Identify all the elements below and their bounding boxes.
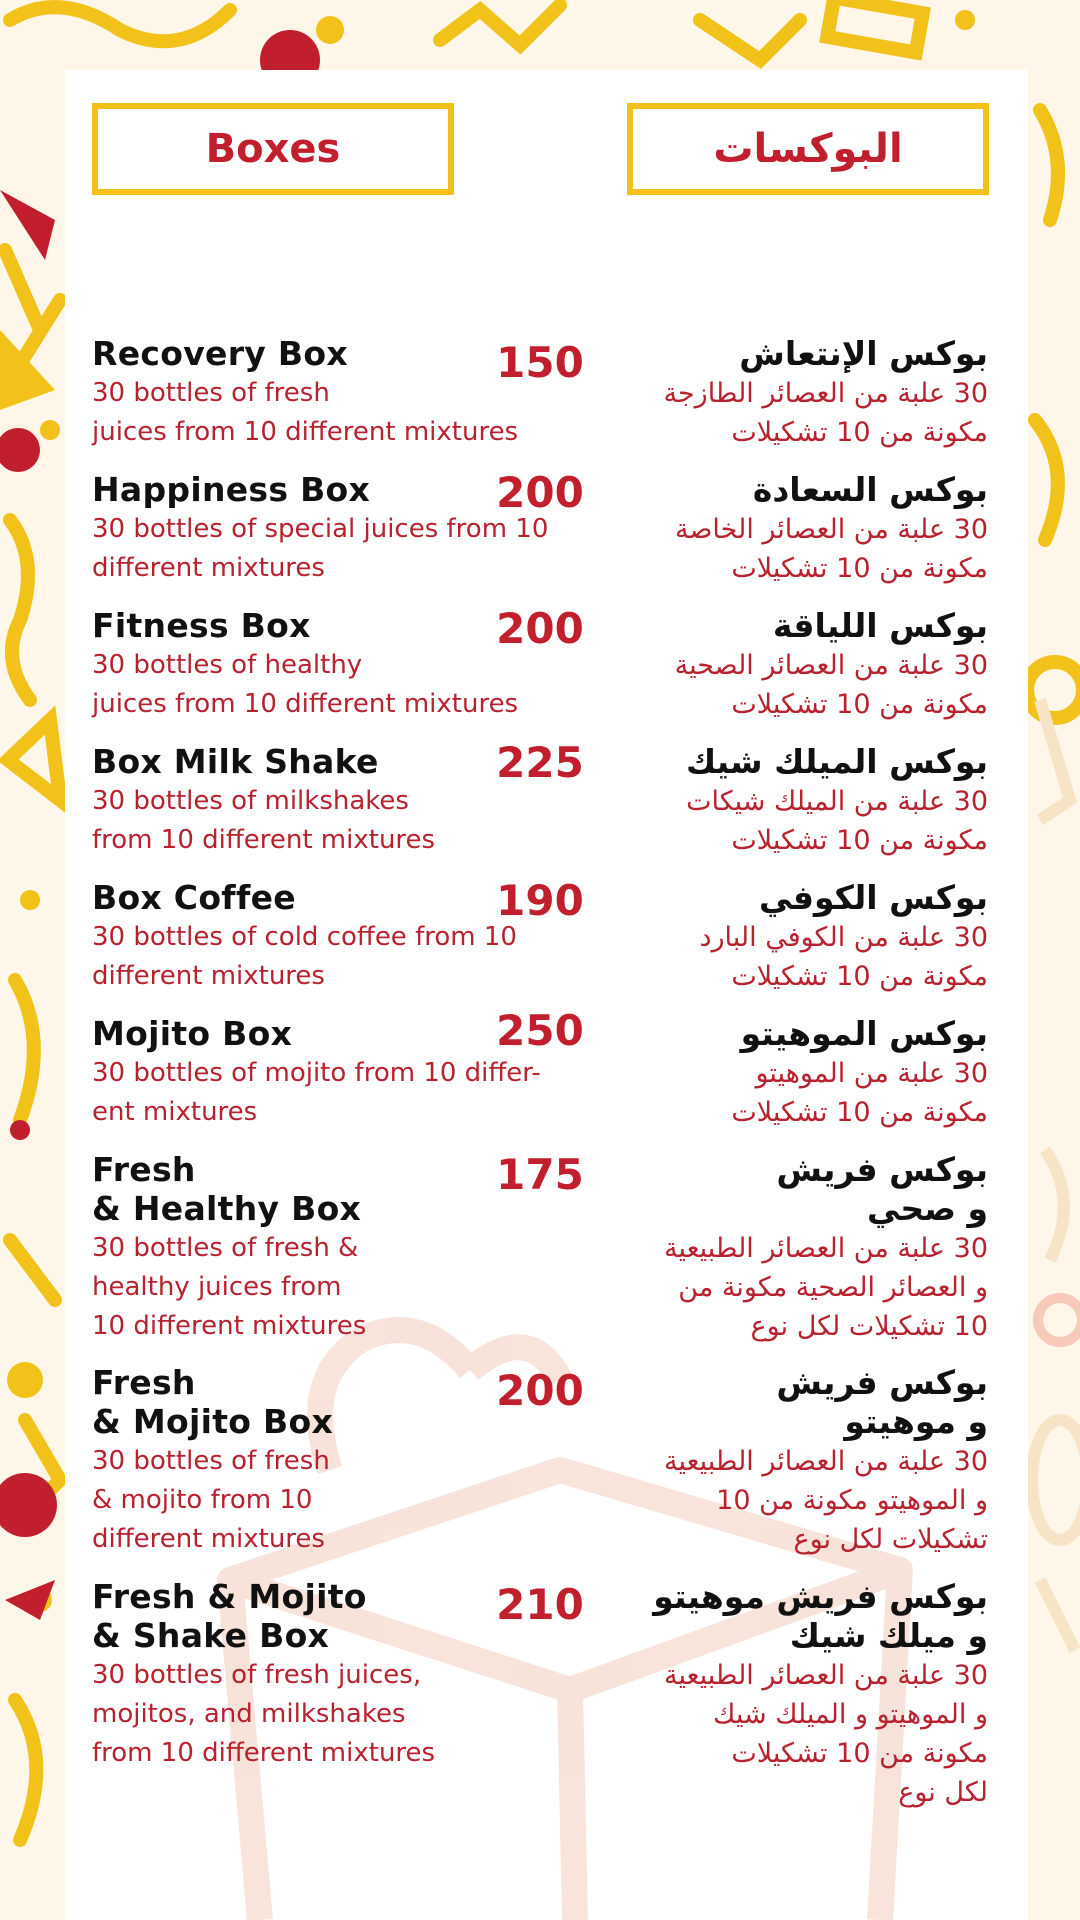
item-price: 200: [496, 604, 584, 653]
item-name-en: Mojito Box: [92, 1014, 293, 1053]
item-name-en: Fitness Box: [92, 606, 311, 645]
section-title-en: [92, 103, 454, 195]
item-desc-ar: 30 علبة من الموهيتو مكونة من 10 تشكيلات: [731, 1058, 988, 1128]
item-price: 200: [496, 1366, 584, 1415]
item-name-ar: بوكس السعادة: [752, 470, 988, 509]
item-desc-ar: 30 علبة من العصائر الصحية مكونة من 10 تشكيلات: [674, 650, 988, 720]
item-name-en: Box Milk Shake: [92, 742, 379, 781]
item-desc-en: 30 bottles of special juices from 10 different mixtures: [92, 514, 549, 583]
item-name-ar: بوكس فريش و موهيتو: [776, 1363, 988, 1441]
item-ar: [568, 742, 988, 860]
item-ar: [568, 1577, 988, 1812]
item-desc-en: 30 bottles of cold coffee from 10 different mixtures: [92, 922, 517, 991]
item-price: 225: [496, 738, 584, 787]
item-ar: [568, 1150, 988, 1346]
item-name-ar: بوكس الموهيتو: [740, 1014, 988, 1053]
item-desc-ar: 30 علبة من العصائر الطبيعية و العصائر الصحية مكونة من 10 تشكيلات لكل نوع: [663, 1233, 988, 1342]
item-price: 200: [496, 468, 584, 517]
item-name-ar: بوكس الكوفي: [759, 878, 988, 917]
item-ar: [568, 606, 988, 724]
item-desc-en: 30 bottles of fresh juices from 10 different mixtures: [92, 378, 519, 447]
item-name-ar: بوكس الميلك شيك: [685, 742, 988, 781]
item-desc-ar: 30 علبة من العصائر الطبيعية و الموهيتو و الميلك شيك مكونة من 10 تشكيلات لكل نوع: [663, 1660, 988, 1808]
item-name-ar: بوكس فريش موهيتو و ميلك شيك: [653, 1577, 988, 1655]
section-title-ar: [627, 103, 989, 195]
item-ar: [568, 1014, 988, 1132]
item-price: 150: [496, 338, 584, 387]
item-desc-ar: 30 علبة من الميلك شيكات مكونة من 10 تشكيلات: [686, 786, 988, 856]
item-desc-en: 30 bottles of mojito from 10 differ- ent mixtures: [92, 1058, 541, 1127]
item-name-en: Recovery Box: [92, 334, 348, 373]
item-desc-en: 30 bottles of healthy juices from 10 different mixtures: [92, 650, 519, 719]
item-ar: [568, 1363, 988, 1559]
item-price: 175: [496, 1150, 584, 1199]
item-name-ar: بوكس الإنتعاش: [739, 334, 988, 373]
item-desc-ar: 30 علبة من العصائر الطازجة مكونة من 10 تشكيلات: [663, 378, 988, 448]
item-desc-ar: 30 علبة من الكوفي البارد مكونة من 10 تشكيلات: [699, 922, 988, 992]
item-desc-en: 30 bottles of fresh & mojito from 10 different mixtures: [92, 1446, 330, 1554]
item-name-en: Fresh & Healthy Box: [92, 1150, 362, 1228]
item-name-ar: بوكس اللياقة: [772, 606, 988, 645]
item-desc-en: 30 bottles of milkshakes from 10 different mixtures: [92, 786, 436, 855]
section-title-ar-text: البوكسات: [713, 126, 903, 172]
item-desc-en: 30 bottles of fresh juices, mojitos, and milkshakes from 10 different mixtures: [92, 1660, 436, 1768]
item-price: 250: [496, 1006, 584, 1055]
item-ar: [568, 470, 988, 588]
item-price: 210: [496, 1580, 584, 1629]
item-price: 190: [496, 876, 584, 925]
item-ar: [568, 334, 988, 452]
item-desc-ar: 30 علبة من العصائر الخاصة مكونة من 10 تشكيلات: [675, 514, 988, 584]
item-name-en: Fresh & Mojito & Shake Box: [92, 1577, 367, 1655]
section-title-en-text: Boxes: [205, 126, 341, 172]
item-name-ar: بوكس فريش و صحي: [776, 1150, 988, 1228]
item-name-en: Box Coffee: [92, 878, 296, 917]
item-name-en: Fresh & Mojito Box: [92, 1363, 334, 1441]
item-desc-ar: 30 علبة من العصائر الطبيعية و الموهيتو مكونة من 10 تشكيلات لكل نوع: [663, 1446, 988, 1555]
item-ar: [568, 878, 988, 996]
item-name-en: Happiness Box: [92, 470, 371, 509]
item-desc-en: 30 bottles of fresh & healthy juices from 10 different mixtures: [92, 1233, 367, 1341]
